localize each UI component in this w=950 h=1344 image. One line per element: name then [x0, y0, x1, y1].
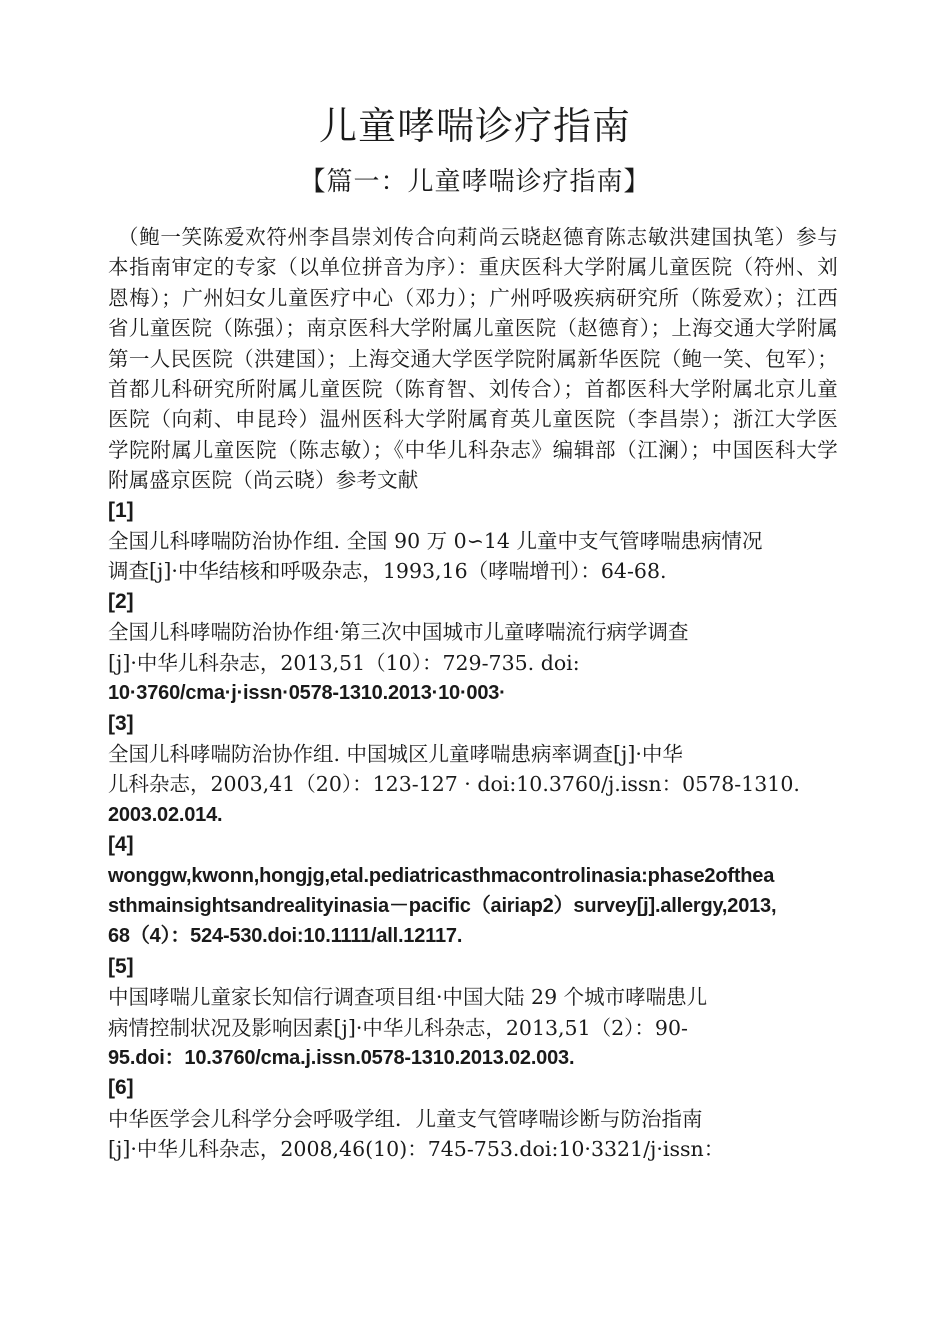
reference-line: 全国儿科哮喘防治协作组·第三次中国城市儿童哮喘流行病学调查	[108, 620, 689, 645]
reference-6	[108, 1073, 838, 1164]
reference-number: [2]	[108, 589, 134, 613]
document-body	[108, 222, 838, 1165]
reference-4	[108, 830, 838, 952]
document-subtitle: 【篇一：儿童哮喘诊疗指南】	[299, 167, 651, 197]
reference-line: 中国哮喘儿童家长知信行调查项目组·中国大陆 29 个城市哮喘患儿	[108, 985, 708, 1010]
reference-line: sthmainsightsandrealityinasia－pacific（airiap2）survey[j].allergy,2013,	[108, 894, 777, 917]
reference-line: wonggw,kwonn,hongjg,etal.pediatricasthmacontrolinasia:phase2ofthea	[108, 864, 775, 887]
reference-5	[108, 952, 838, 1074]
document-title: 儿童哮喘诊疗指南	[318, 104, 631, 148]
reference-line: 儿科杂志，2003,41（20）：123-127 · doi:10.3760/j.issn：0578-1310.	[108, 772, 800, 797]
reference-2	[108, 587, 838, 709]
reference-number: [3]	[108, 711, 134, 735]
reference-line: 全国儿科哮喘防治协作组. 中国城区儿童哮喘患病率调查[j]·中华	[108, 741, 683, 766]
reference-line: 2003.02.014.	[108, 803, 223, 826]
reference-number: [1]	[108, 498, 134, 522]
reference-line: 10·3760/cma·j·issn·0578-1310.2013·10·003·	[108, 682, 506, 705]
reference-line: [j]·中华儿科杂志，2013,51（10）：729-735. doi:	[108, 650, 580, 675]
reference-line: [j]·中华儿科杂志，2008,46(10)：745-753.doi:10·3321/j·issn：	[108, 1137, 725, 1162]
reference-line: 68（4）：524-530.doi:10.1111/all.12117.	[108, 925, 463, 948]
reference-1	[108, 496, 838, 587]
reference-line: 病情控制状况及影响因素[j]·中华儿科杂志，2013,51（2）：90-	[108, 1015, 688, 1040]
reference-3	[108, 709, 838, 831]
reference-line: 全国儿科哮喘防治协作组. 全国 90 万 0∽14 儿童中支气管哮喘患病情况	[108, 529, 763, 554]
intro-paragraph: （鲍一笑陈爱欢符州李昌崇刘传合向莉尚云晓赵德育陈志敏洪建国执笔）参与本指南审定的专家（以单位拼音为序）：重庆医科大学附属儿童医院（符州、刘恩梅）；广州妇女儿童医疗中心（邓力）；广州呼吸疾病研究所（陈爱欢）；江西省儿童医院（陈强）；南京医科大学附属儿童医院（赵德育）；上海交通大学附属第一人民医院（洪建国）；上海交通大学医学院附属新华医院（鲍一笑、包军）；首都儿科研究所附属儿童医院（陈育智、刘传合）；首都医科大学附属北京儿童医院（向莉、申昆玲）温州医科大学附属育英儿童医院（李昌崇）；浙江大学医学院附属儿童医院（陈志敏）；《中华儿科杂志》编辑部（江澜）；中国医科大学附属盛京医院（尚云晓）参考文献	[108, 225, 838, 493]
reference-line: 中华医学会儿科学分会呼吸学组．儿童支气管哮喘诊断与防治指南	[108, 1106, 703, 1131]
reference-number: [5]	[108, 954, 134, 978]
reference-line: 调查[j]·中华结核和呼吸杂志，1993,16（哮喘增刊）：64-68.	[108, 559, 667, 584]
reference-number: [6]	[108, 1076, 134, 1100]
reference-line: 95.doi：10.3760/cma.j.issn.0578-1310.2013.02.003.	[108, 1046, 575, 1069]
reference-number: [4]	[108, 833, 134, 857]
